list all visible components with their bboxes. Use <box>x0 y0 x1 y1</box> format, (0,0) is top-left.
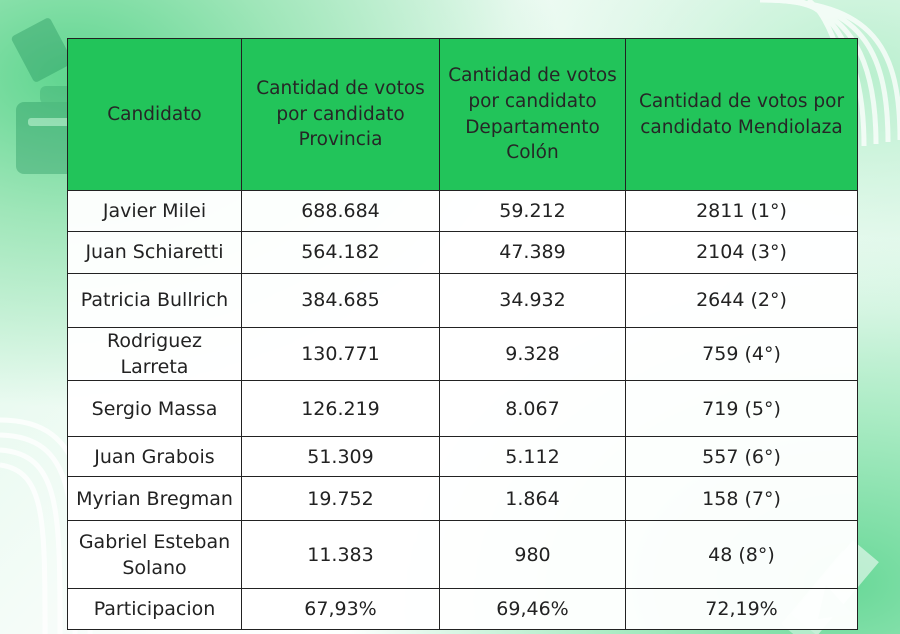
votes-mendiolaza: 158 (7°) <box>626 477 858 521</box>
table-row <box>68 589 858 630</box>
candidate-name: Rodriguez Larreta <box>68 328 242 381</box>
candidate-name: Patricia Bullrich <box>68 274 242 328</box>
votes-provincia: 126.219 <box>242 381 440 437</box>
header-mendiolaza: Cantidad de votos por candidato Mendiolaza <box>626 39 858 191</box>
participation-mendiolaza: 72,19% <box>626 589 858 630</box>
votes-mendiolaza: 2644 (2°) <box>626 274 858 328</box>
votes-departamento-colon: 5.112 <box>440 437 626 477</box>
votes-departamento-colon: 980 <box>440 521 626 589</box>
votes-mendiolaza: 2811 (1°) <box>626 191 858 232</box>
votes-provincia: 688.684 <box>242 191 440 232</box>
table-row <box>68 477 858 521</box>
votes-mendiolaza: 2104 (3°) <box>626 232 858 274</box>
votes-mendiolaza: 759 (4°) <box>626 328 858 381</box>
table-row <box>68 381 858 437</box>
votes-departamento-colon: 9.328 <box>440 328 626 381</box>
votes-provincia: 130.771 <box>242 328 440 381</box>
votes-departamento-colon: 34.932 <box>440 274 626 328</box>
candidate-name: Myrian Bregman <box>68 477 242 521</box>
header-candidato: Candidato <box>68 39 242 191</box>
participation-provincia: 67,93% <box>242 589 440 630</box>
votes-departamento-colon: 8.067 <box>440 381 626 437</box>
votes-mendiolaza: 48 (8°) <box>626 521 858 589</box>
votes-provincia: 19.752 <box>242 477 440 521</box>
table-row <box>68 191 858 232</box>
candidate-name: Javier Milei <box>68 191 242 232</box>
participation-departamento-colon: 69,46% <box>440 589 626 630</box>
votes-provincia: 384.685 <box>242 274 440 328</box>
results-table-container <box>67 38 857 621</box>
votes-departamento-colon: 59.212 <box>440 191 626 232</box>
votes-mendiolaza: 719 (5°) <box>626 381 858 437</box>
table-row <box>68 232 858 274</box>
votes-departamento-colon: 47.389 <box>440 232 626 274</box>
candidate-name: Juan Schiaretti <box>68 232 242 274</box>
votes-mendiolaza: 557 (6°) <box>626 437 858 477</box>
votes-departamento-colon: 1.864 <box>440 477 626 521</box>
candidate-name: Juan Grabois <box>68 437 242 477</box>
table-row <box>68 521 858 589</box>
header-departamento-colon: Cantidad de votos por candidato Departamento Colón <box>440 39 626 191</box>
results-table <box>67 38 858 630</box>
table-row <box>68 274 858 328</box>
table-row <box>68 437 858 477</box>
table-header-row <box>68 39 858 191</box>
candidate-name: Gabriel Esteban Solano <box>68 521 242 589</box>
votes-provincia: 51.309 <box>242 437 440 477</box>
table-row <box>68 328 858 381</box>
votes-provincia: 11.383 <box>242 521 440 589</box>
participation-label: Participacion <box>68 589 242 630</box>
candidate-name: Sergio Massa <box>68 381 242 437</box>
header-provincia: Cantidad de votos por candidato Provincia <box>242 39 440 191</box>
votes-provincia: 564.182 <box>242 232 440 274</box>
